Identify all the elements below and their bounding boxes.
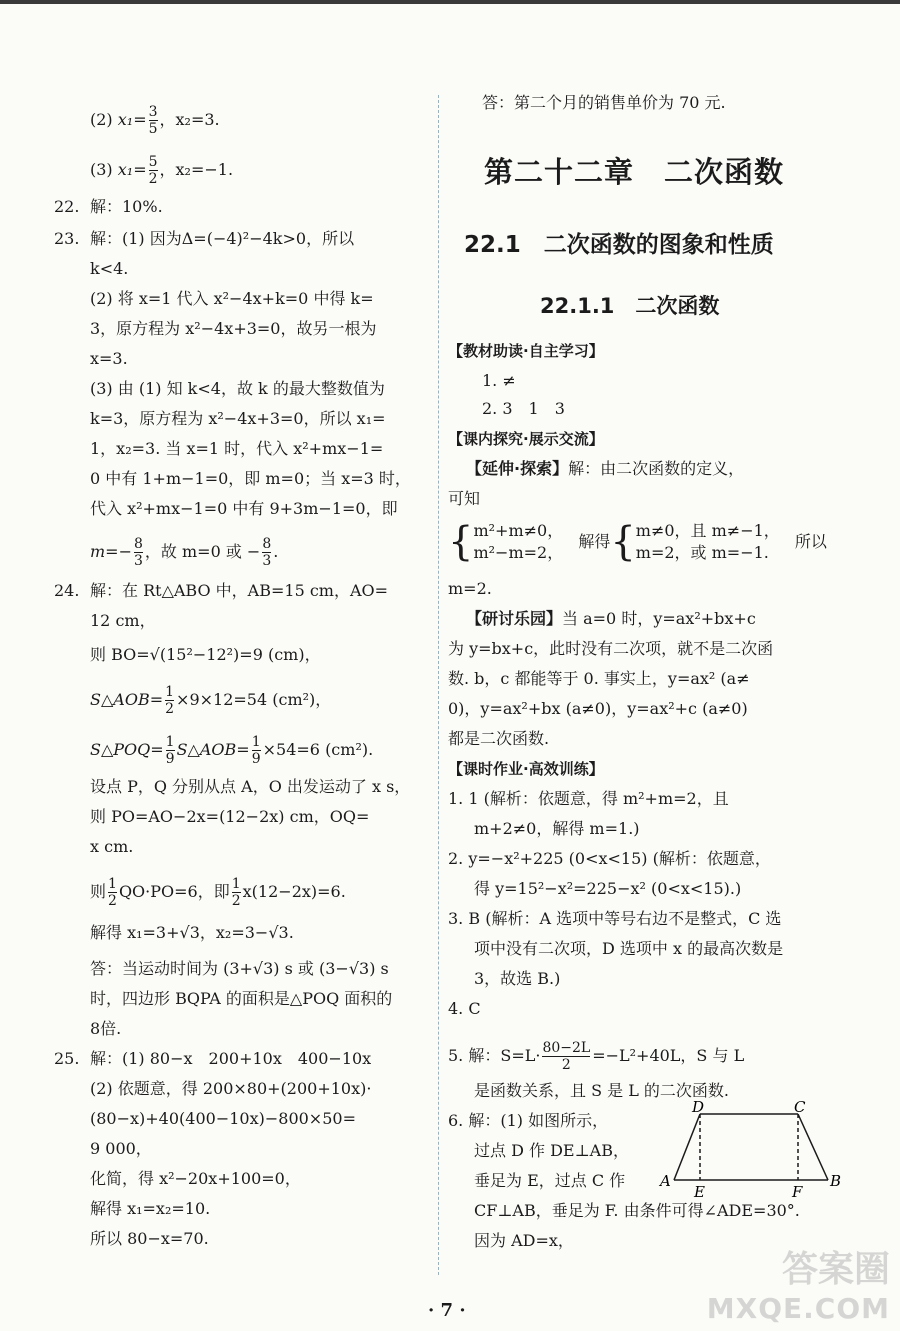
- trapezoid-figure: [660, 1098, 848, 1202]
- question-number: 22.: [54, 197, 80, 216]
- answer-line: (3) x₁= $\frac{5}{2}$ ，x₂=−1.: [90, 154, 234, 187]
- answer-line: 解：在 Rt△ABO 中，AB=15 cm，AO=: [90, 581, 389, 600]
- answer-line: 则 $\frac{1}{2}$ QO·PO=6，即 $\frac{1}{2}$ x(12−2x)=6.: [90, 876, 346, 909]
- answer-line: 0)，y=ax²+bx (a≠0)，y=ax²+c (a≠0): [448, 699, 748, 718]
- answer-line: 12 cm，: [90, 611, 156, 630]
- answer-line: m=− $\frac{8}{3}$ ，故 m=0 或 − $\frac{8}{3}$ .: [90, 536, 279, 569]
- question-number: 23.: [54, 229, 80, 248]
- answer-line: 时，四边形 BQPA 的面积是△POQ 面积的: [90, 989, 393, 1008]
- answer-line: (3) 由 (1) 知 k<4，故 k 的最大整数值为: [90, 379, 385, 398]
- watermark: 答案圈 MXQE.COM: [706, 1249, 890, 1325]
- answer-line: 3，原方程为 x²−4x+3=0，故另一根为: [90, 319, 377, 338]
- answer-line: 2. 3 1 3: [482, 399, 565, 418]
- answer-line: (80−x)+40(400−10x)−800×50=: [90, 1109, 356, 1128]
- answer-line: 0 中有 1+m−1=0，即 m=0；当 x=3 时，: [90, 469, 411, 488]
- answer-line: 则 BO=√(15²−12²)=9 (cm)，: [90, 645, 321, 664]
- answer-line: 则 PO=AO−2x=(12−2x) cm，OQ=: [90, 807, 370, 826]
- answer-line: 解得 x₁=3+√3，x₂=3−√3.: [90, 923, 294, 942]
- answer-line: 可知: [448, 489, 481, 508]
- column-divider: [438, 95, 439, 1275]
- answer-line: 8倍.: [90, 1019, 122, 1038]
- block-heading: 【课内探究·展示交流】: [448, 430, 604, 448]
- section-title: 22.1 二次函数的图象和性质: [464, 232, 774, 258]
- answer-line: k=3，原方程为 x²−4x+3=0，所以 x₁=: [90, 409, 386, 428]
- answer-line: 代入 x²+mx−1=0 中有 9+3m−1=0，即: [90, 499, 398, 518]
- label-b: B: [830, 1172, 842, 1190]
- answer-line: x=3.: [90, 349, 128, 368]
- answer-line: (2) 依题意，得 200×80+(200+10x)·: [90, 1079, 372, 1098]
- study-label: 【研讨乐园】: [466, 609, 563, 628]
- answer-line: 4. C: [448, 999, 481, 1018]
- answer-line: 解得 x₁=x₂=10.: [90, 1199, 211, 1218]
- answer-line: m+2≠0，解得 m=1.): [474, 819, 640, 838]
- answer-line: 因为 AD=x，: [474, 1231, 574, 1250]
- answer-line: x cm.: [90, 837, 134, 856]
- answer-line: 6. 解：(1) 如图所示，: [448, 1111, 609, 1130]
- answer-line: k<4.: [90, 259, 129, 278]
- answer-line: 解：(1) 80−x 200+10x 400−10x: [90, 1049, 372, 1068]
- answer-line: 【延伸·探索】解：由二次函数的定义，: [466, 459, 745, 478]
- answer-line: 1，x₂=3. 当 x=1 时，代入 x²+mx−1=: [90, 439, 384, 458]
- answer-line: 得 y=15²−x²=225−x² (0<x<15).): [474, 879, 742, 898]
- equation-system: { m²+m≠0， m²−m=2， 解得{ m≠0，且 m≠−1， m=2，或 m=−1. 所以: [448, 519, 827, 565]
- extension-label: 【延伸·探索】: [466, 459, 569, 478]
- subsection-title: 22.1.1 二次函数: [540, 294, 720, 318]
- chapter-title: 第二十二章 二次函数: [484, 155, 785, 189]
- answer-line: 是函数关系，且 S 是 L 的二次函数.: [474, 1081, 730, 1100]
- answer-line: 过点 D 作 DE⊥AB，: [474, 1141, 629, 1160]
- answer-line: 化简，得 x²−20x+100=0，: [90, 1169, 301, 1188]
- answer-line: 解：10%.: [90, 197, 163, 216]
- answer-line: 1. ≠: [482, 371, 516, 390]
- answer-line: 解：(1) 因为Δ=(−4)²−4k>0，所以: [90, 229, 355, 248]
- answer-line: 设点 P，Q 分别从点 A，O 出发运动了 x s，: [90, 777, 411, 796]
- answer-line: 为 y=bx+c，此时没有二次项，就不是二次函: [448, 639, 774, 658]
- label-f: F: [792, 1183, 803, 1201]
- answer-line: S△POQ= $\frac{1}{9}$ S△AOB= $\frac{1}{9}$ ×54=6 (cm²).: [90, 734, 374, 767]
- answer-line: 数. b，c 都能等于 0. 事实上，y=ax² (a≠: [448, 669, 750, 688]
- label-a: A: [660, 1172, 671, 1190]
- top-border: [0, 0, 900, 4]
- answer-line: 答：第二个月的销售单价为 70 元.: [482, 93, 726, 112]
- answer-line: 5. 解：S=L· $\frac{80-2L}{2}$ =−L²+40L，S 与 L: [448, 1040, 745, 1073]
- page-number: · 7 ·: [428, 1300, 466, 1321]
- answer-line: 【研讨乐园】当 a=0 时，y=ax²+bx+c: [466, 609, 756, 628]
- label-c: C: [794, 1098, 806, 1116]
- answer-line: 都是二次函数.: [448, 729, 550, 748]
- question-number: 25.: [54, 1049, 80, 1068]
- answer-line: 垂足为 E，过点 C 作: [474, 1171, 626, 1190]
- answer-line: 3，故选 B.): [474, 969, 561, 988]
- label-d: D: [692, 1098, 705, 1116]
- question-number: 24.: [54, 581, 80, 600]
- answer-line: CF⊥AB，垂足为 F. 由条件可得∠ADE=30°.: [474, 1201, 800, 1220]
- label-e: E: [694, 1183, 705, 1201]
- answer-line: 2. y=−x²+225 (0<x<15) (解析：依题意，: [448, 849, 771, 868]
- answer-line: S△AOB= $\frac{1}{2}$ ×9×12=54 (cm²)，: [90, 684, 332, 717]
- answer-line: (2) 将 x=1 代入 x²−4x+k=0 中得 k=: [90, 289, 374, 308]
- answer-line: 所以 80−x=70.: [90, 1229, 209, 1248]
- answer-line: (2) x₁= $\frac{3}{5}$ ，x₂=3.: [90, 104, 220, 137]
- block-heading: 【课时作业·高效训练】: [448, 760, 604, 778]
- answer-line: 1. 1 (解析：依题意，得 m²+m=2，且: [448, 789, 729, 808]
- trapezoid-shape: [674, 1114, 828, 1180]
- answer-line: m=2.: [448, 579, 492, 598]
- answer-line: 答：当运动时间为 (3+√3) s 或 (3−√3) s: [90, 959, 389, 978]
- answer-line: 9 000，: [90, 1139, 152, 1158]
- answer-line: 3. B (解析：A 选项中等号右边不是整式，C 选: [448, 909, 782, 928]
- block-heading: 【教材助读·自主学习】: [448, 342, 604, 360]
- answer-line: 项中没有二次项，D 选项中 x 的最高次数是: [474, 939, 784, 958]
